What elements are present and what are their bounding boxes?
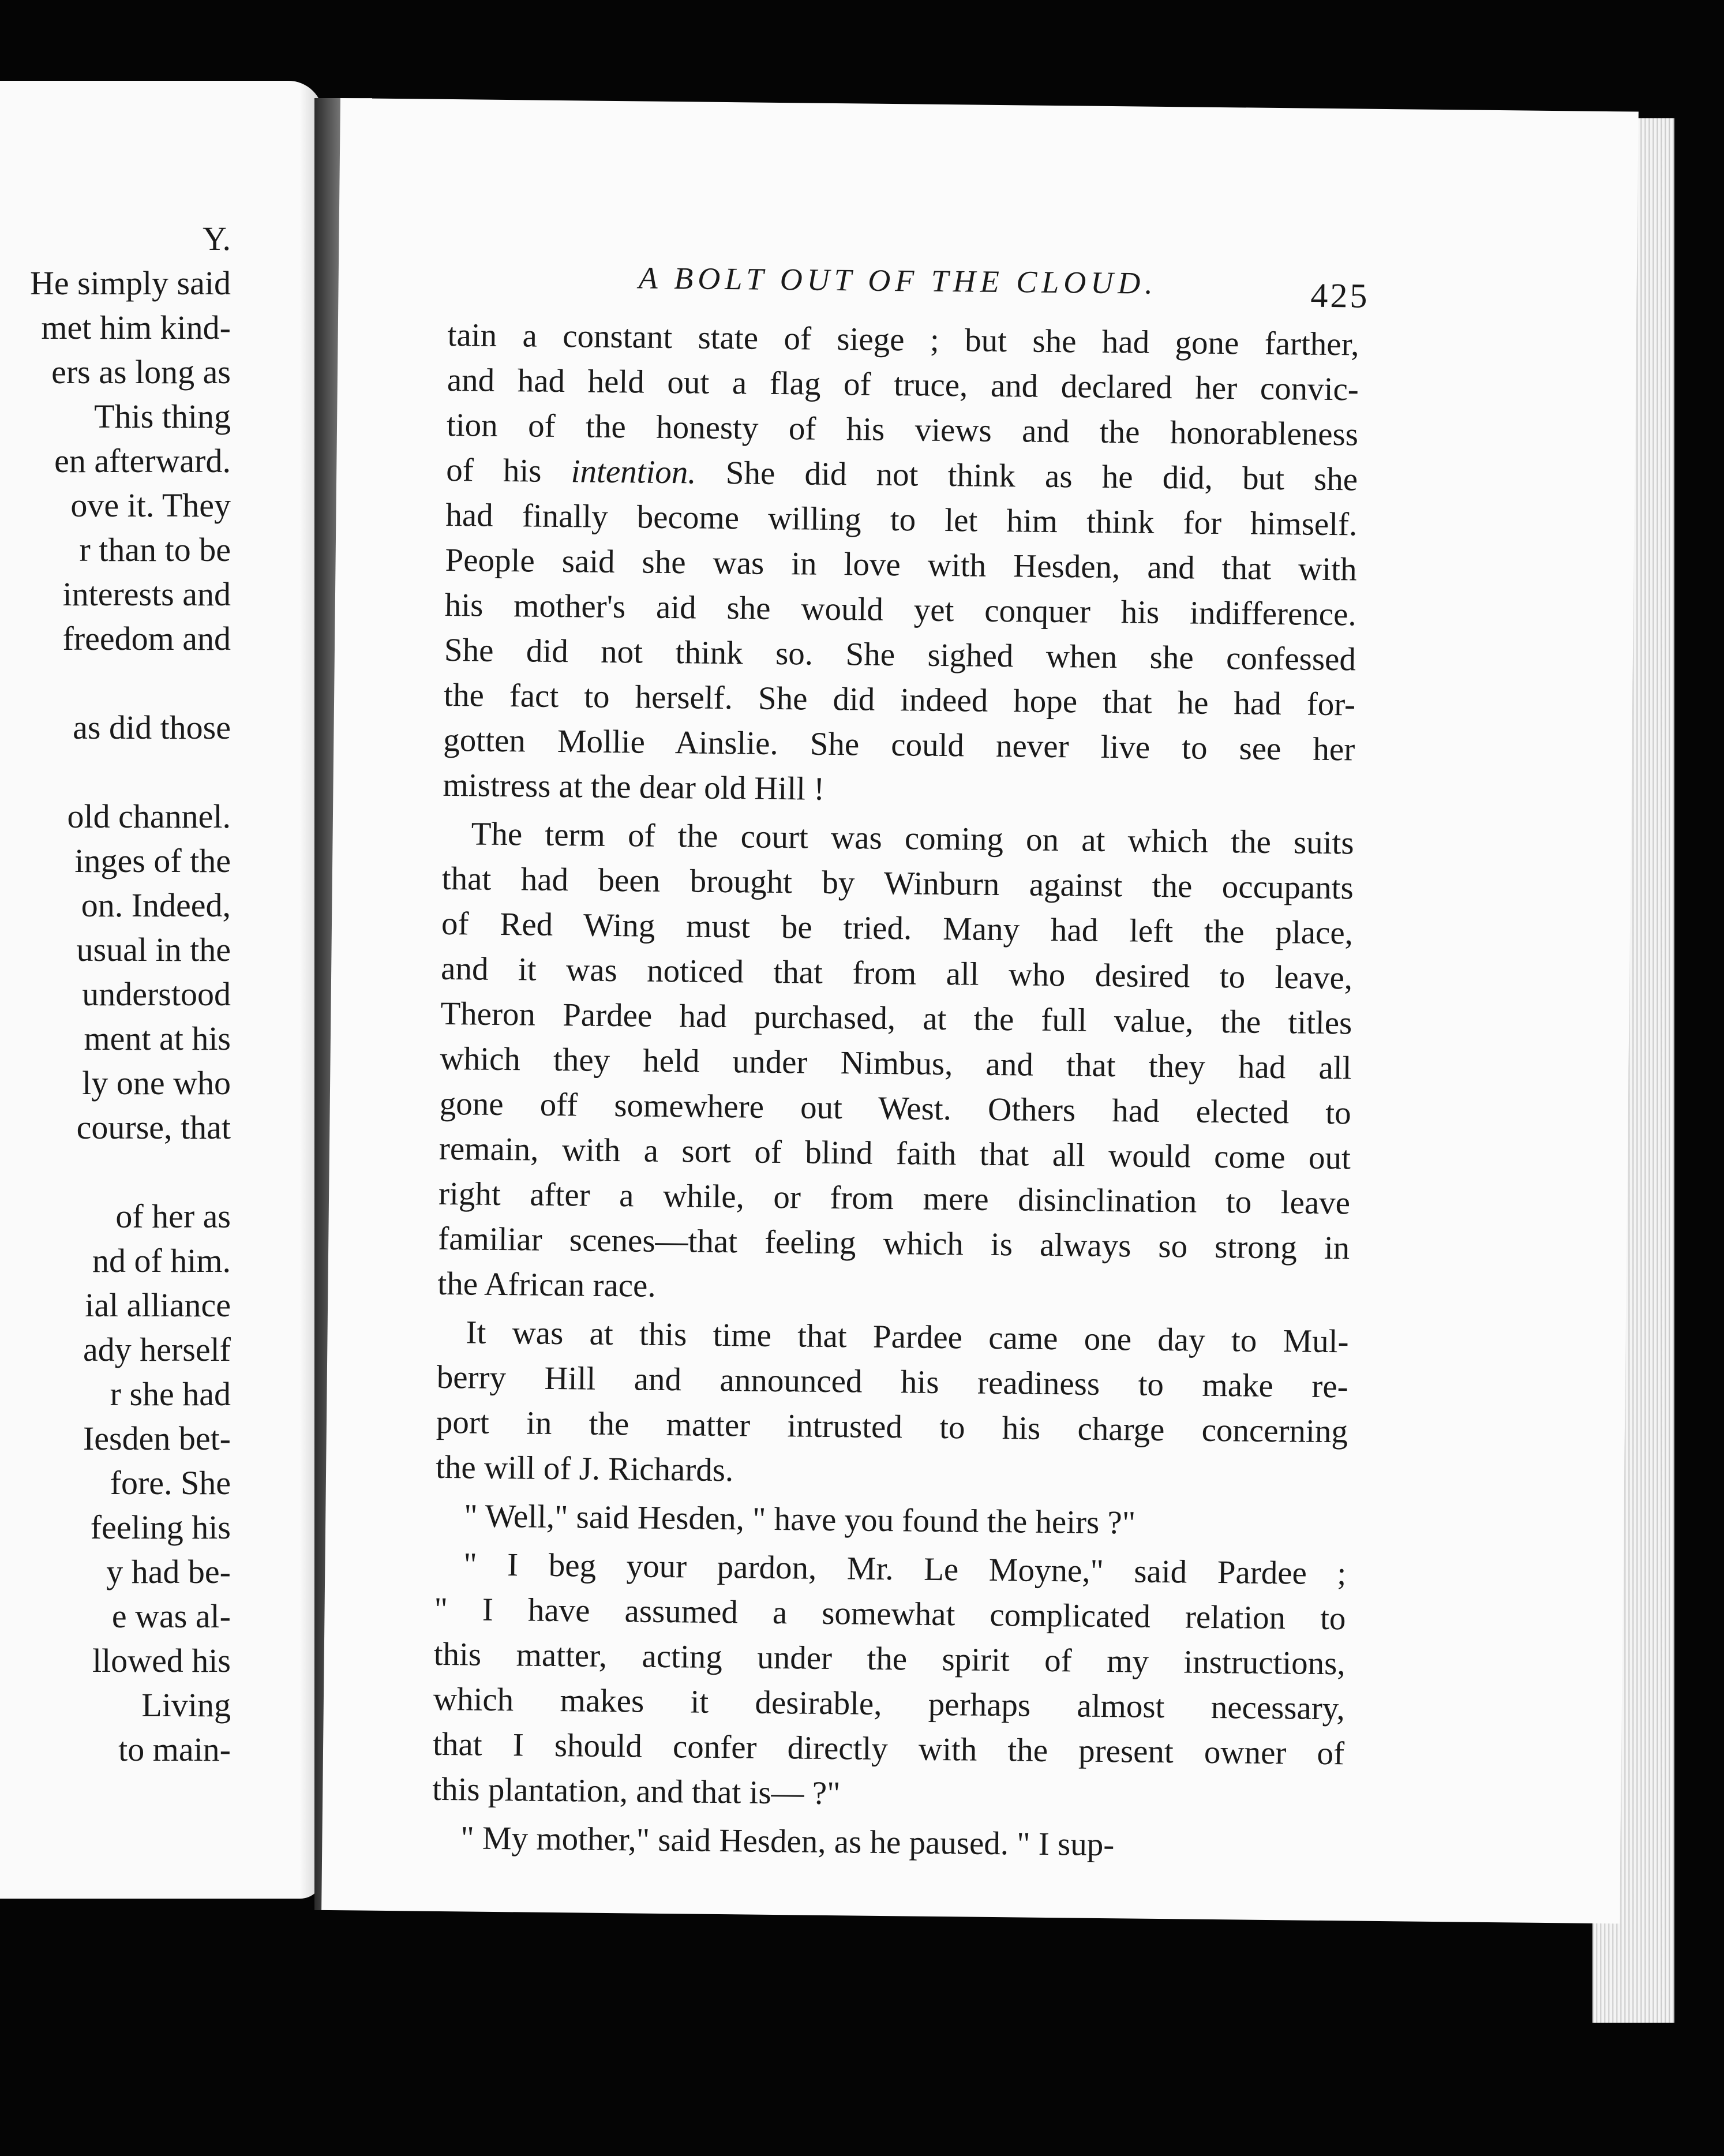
left-page-line: r than to be (79, 531, 231, 568)
text-line: The term of the court was coming on at which the suits (471, 815, 1354, 862)
left-page (0, 81, 323, 1899)
text-line: Theron Pardee had purchased, at the full value, the titles (440, 995, 1352, 1042)
left-page-line: interests and (62, 575, 231, 613)
left-page-line: understood (82, 975, 231, 1013)
text-line: familiar scenes—that feeling which is always so strong in (437, 1220, 1350, 1267)
left-page-line: fore. She (110, 1464, 231, 1502)
left-page-line: met him kind- (41, 309, 231, 346)
left-page-line: old channel. (67, 798, 231, 835)
text-line: of Red Wing must be tried. Many had left the place, (441, 905, 1354, 952)
paragraph (432, 1542, 1347, 1822)
text-line: this matter, acting under the spirit of my instructions, (433, 1635, 1346, 1682)
left-page-line: Iesden bet- (83, 1420, 231, 1457)
text-line: remain, with a sort of blind faith that all would come out (439, 1130, 1351, 1177)
left-page-line: ial alliance (85, 1286, 231, 1324)
text-line: She did not think so. She sighed when she confessed (444, 631, 1356, 678)
text-line: and had held out a flag of truce, and declared her convic- (447, 361, 1359, 408)
left-page-line: e was al- (111, 1597, 231, 1635)
left-page-line: feeling his (90, 1509, 231, 1546)
text-line: that had been brought by Winburn against the occupants (441, 860, 1354, 907)
left-page-line: freedom and (62, 620, 231, 657)
text-line: " Well," said Hesden, " have you found the heirs ?" (463, 1498, 1136, 1541)
left-page-line: to main- (118, 1731, 231, 1768)
text-line: his mother's aid she would yet conquer his indifference. (444, 586, 1357, 633)
text-line: of his intention. She did not think as he did, but she (445, 451, 1358, 498)
left-page-line: ady herself (83, 1331, 231, 1368)
paragraph (432, 1816, 1344, 1870)
paragraph (435, 1494, 1347, 1548)
left-page-line: inges of the (74, 842, 231, 879)
text-line: port in the matter intrusted to his charge concerning (436, 1403, 1348, 1450)
body-text (432, 313, 1359, 1873)
left-page-line: ers as long as (51, 353, 231, 391)
text-line: People said she was in love with Hesden, and that with (445, 541, 1357, 588)
left-page-line: ment at his (84, 1020, 231, 1057)
left-page-line: on. Indeed, (81, 886, 231, 924)
text-line: which they held under Nimbus, and that they had all (440, 1040, 1352, 1087)
left-page-line: He simply said (30, 264, 231, 302)
text-line: had finally become willing to let him think for himself. (445, 496, 1358, 543)
text-line: this plantation, and that is— ?" (432, 1771, 841, 1812)
left-page-line: llowed his (92, 1642, 231, 1679)
text-line: It was at this time that Pardee came one day to Mul- (466, 1314, 1349, 1360)
text-line: mistress at the dear old Hill ! (443, 766, 825, 807)
text-line: tion of the honesty of his views and the honorableness (446, 406, 1359, 453)
left-page-line: ove it. They (70, 486, 231, 524)
text-line: gone off somewhere out West. Others had elected to (439, 1085, 1352, 1132)
text-line: and it was noticed that from all who desired to leave, (440, 950, 1353, 997)
text-line: berry Hill and announced his readiness to make re- (436, 1358, 1349, 1405)
left-page-line: This thing (94, 398, 231, 435)
text-line: the African race. (437, 1265, 656, 1304)
text-line: that I should confer directly with the present owner of (432, 1725, 1345, 1772)
running-head: A BOLT OUT OF THE CLOUD. (638, 260, 1158, 301)
text-line: which makes it desirable, perhaps almost necessary, (433, 1680, 1346, 1727)
text-line: the fact to herself. She did indeed hope that he had for- (443, 676, 1356, 723)
text-line: the will of J. Richards. (435, 1448, 734, 1489)
left-page-line: nd of him. (92, 1242, 231, 1279)
text-line: tain a constant state of siege ; but she had gone farther, (447, 316, 1359, 363)
left-page-line: r she had (110, 1375, 231, 1413)
left-page-line: ly one who (82, 1064, 231, 1102)
left-page-line: en afterward. (54, 442, 231, 480)
left-page-line: as did those (73, 709, 231, 746)
paragraph (437, 811, 1354, 1316)
left-page-line: Y. (203, 220, 231, 257)
left-page-line: y had be- (106, 1553, 231, 1590)
text-line: right after a while, or from mere disinclination to leave (438, 1175, 1351, 1222)
text-line: gotten Mollie Ainslie. She could never live to see her (443, 721, 1355, 768)
text-line: " My mother," said Hesden, as he paused. " I sup- (460, 1820, 1115, 1863)
text-line: " I have assumed a somewhat complicated relation to (434, 1590, 1346, 1637)
paragraph (443, 313, 1359, 817)
page-number: 425 (1310, 276, 1370, 315)
right-page (321, 98, 1639, 1923)
left-page-line: course, that (76, 1109, 231, 1146)
text-line: " I beg your pardon, Mr. Le Moyne," said Pardee ; (463, 1546, 1347, 1592)
paragraph (436, 1310, 1349, 1500)
left-page-line: Living (141, 1686, 231, 1724)
left-page-line: of her as (115, 1197, 231, 1235)
left-page-line: usual in the (76, 931, 231, 968)
